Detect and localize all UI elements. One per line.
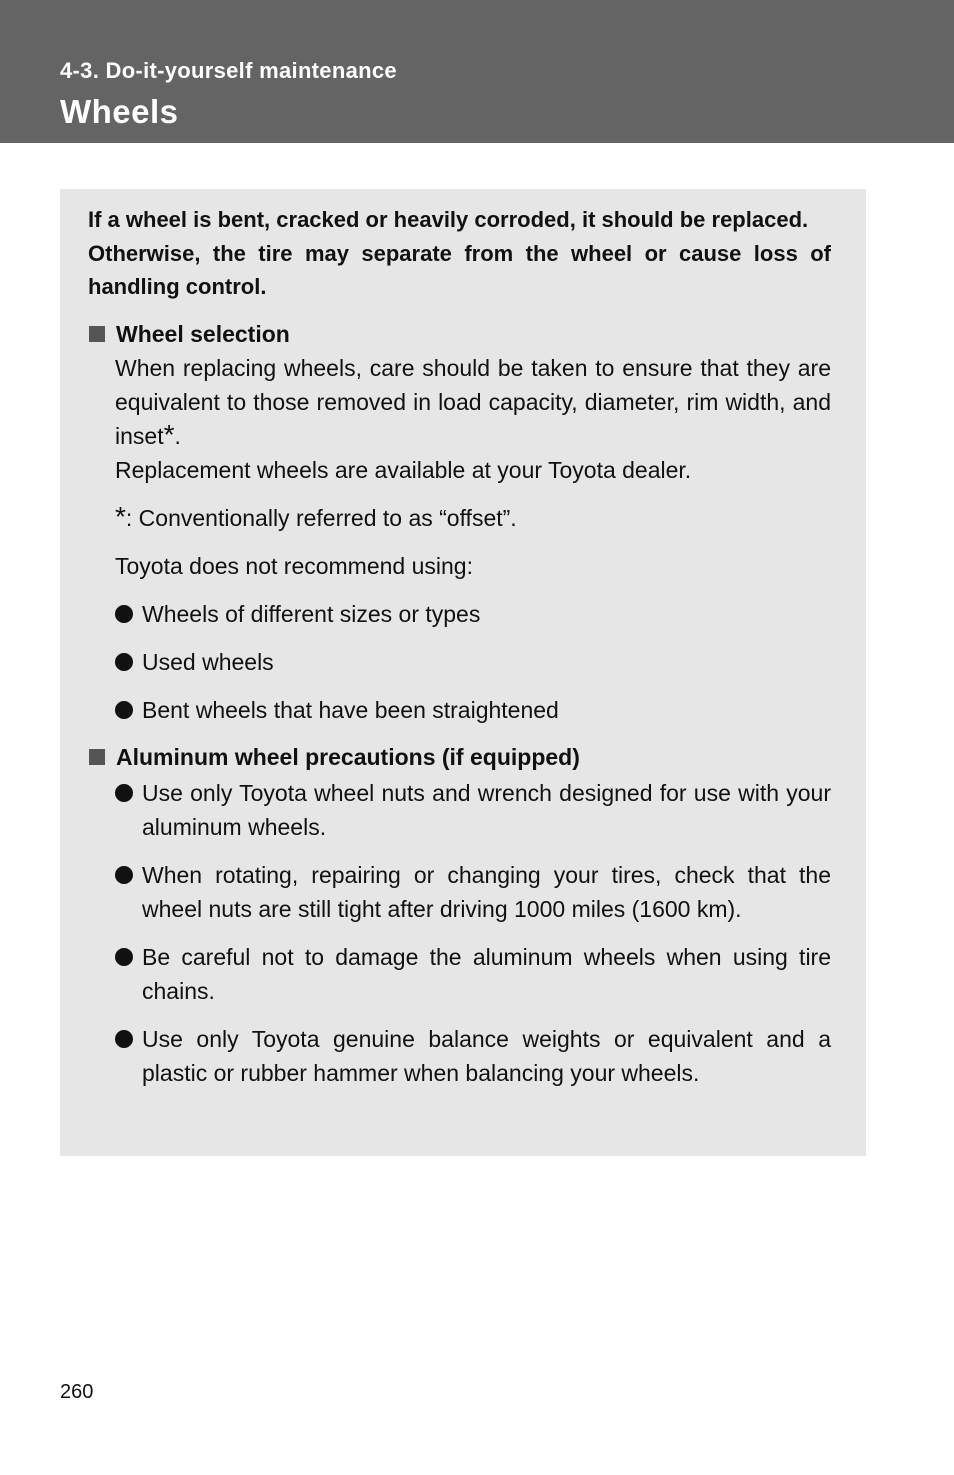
list-item-text: When rotating, repairing or changing your tires, check that the wheel nuts are still tight after driving 1000 miles (1600 km). xyxy=(142,861,831,922)
list-item xyxy=(115,597,831,631)
list-item xyxy=(115,693,831,727)
bullet-icon xyxy=(115,784,133,802)
aluminum-heading-text: Aluminum wheel precautions (if equipped) xyxy=(116,743,580,770)
aluminum-section xyxy=(88,740,831,1090)
list-item xyxy=(115,940,831,1008)
bullet-icon xyxy=(115,653,133,671)
list-item-text: Use only Toyota genuine balance weights or equivalent and a plastic or rubber hammer when balancing your wheels. xyxy=(142,1025,831,1086)
aluminum-heading xyxy=(88,740,831,774)
aluminum-precautions-list xyxy=(115,776,831,1090)
wheel-selection-body xyxy=(115,351,831,727)
wheel-selection-para1: When replacing wheels, care should be taken to ensure that they are equivalent to those removed in load capacity, diameter, rim width, and inset xyxy=(115,354,831,449)
footnote-text: : Conventionally referred to as “offset”. xyxy=(125,504,517,531)
footnote xyxy=(115,501,831,535)
square-bullet-icon xyxy=(89,749,105,765)
page-header xyxy=(0,0,954,143)
bullet-icon xyxy=(115,866,133,884)
recommend-intro: Toyota does not recommend using: xyxy=(115,552,473,579)
list-item xyxy=(115,776,831,844)
list-item-text: Used wheels xyxy=(142,648,274,675)
wheel-selection-heading xyxy=(88,317,831,351)
list-item xyxy=(115,858,831,926)
page-number: 260 xyxy=(60,1381,94,1403)
list-item-text: Bent wheels that have been straightened xyxy=(142,696,559,723)
footnote-star: * xyxy=(115,500,126,532)
bullet-icon xyxy=(115,948,133,966)
aluminum-body xyxy=(115,776,831,1090)
wheel-selection-heading-text: Wheel selection xyxy=(116,320,290,347)
section-label: 4-3. Do-it-yourself maintenance xyxy=(60,58,397,83)
bullet-icon xyxy=(115,1030,133,1048)
footnote-marker: * xyxy=(163,418,175,450)
bullet-icon xyxy=(115,701,133,719)
list-item-text: Be careful not to damage the aluminum wheels when using tire chains. xyxy=(142,943,831,1004)
wheel-selection-paragraph xyxy=(115,351,831,487)
content-box xyxy=(60,189,866,1156)
not-recommended-list xyxy=(115,597,831,727)
list-item-text: Wheels of different sizes or types xyxy=(142,600,481,627)
list-item-text: Use only Toyota wheel nuts and wrench designed for use with your aluminum wheels. xyxy=(142,779,831,840)
page-title: Wheels xyxy=(60,93,179,130)
list-item xyxy=(115,1022,831,1090)
wheel-selection-para2: Replacement wheels are available at your Toyota dealer. xyxy=(115,456,692,483)
square-bullet-icon xyxy=(89,326,105,342)
wheel-selection-para1-end: . xyxy=(174,422,181,449)
wheel-selection-section xyxy=(88,317,831,727)
warning-line-2: Otherwise, the tire may separate from the wheel or cause loss of handling control. xyxy=(88,240,831,299)
warning-line-1: If a wheel is bent, cracked or heavily corroded, it should be replaced. xyxy=(88,207,809,232)
list-item xyxy=(115,645,831,679)
bullet-icon xyxy=(115,605,133,623)
warning-text xyxy=(88,203,831,304)
